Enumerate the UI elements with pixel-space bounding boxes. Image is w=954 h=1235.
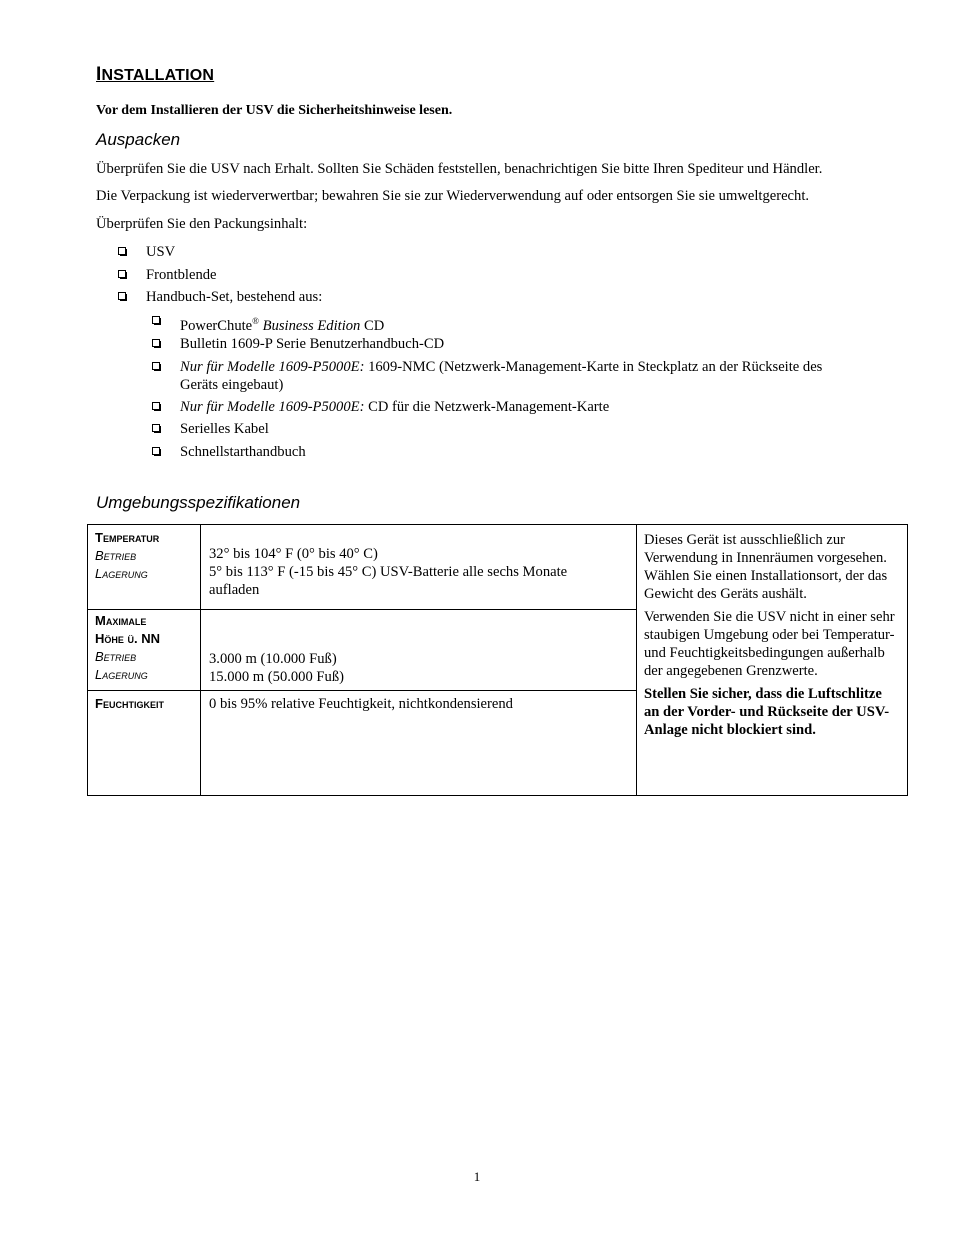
altitude-value-cell: 3.000 m (10.000 Fuß) 15.000 m (50.000 Fuß) <box>200 609 637 691</box>
list-item: Schnellstarthandbuch <box>180 443 822 466</box>
unpack-paragraph-3: Überprüfen Sie den Packungsinhalt: <box>96 216 308 232</box>
package-contents-list <box>146 243 322 311</box>
note-paragraph-3: Stellen Sie sicher, dass die Luftschlitze an der Vorder- und Rückseite der USV-Anlage nicht blockiert sind. <box>644 686 890 738</box>
list-item: Frontblende <box>146 266 322 289</box>
humidity-value-cell: 0 bis 95% relative Feuchtigkeit, nichtkondensierend <box>200 690 637 796</box>
temperature-label-cell: Temperatur Betrieb Lagerung <box>87 524 201 610</box>
checkbox-bullet-icon <box>152 362 160 370</box>
altitude-label-cell: Maximale Höhe ü. NN Betrieb Lagerung <box>87 609 201 691</box>
checkbox-bullet-icon <box>118 247 126 255</box>
checkbox-bullet-icon <box>152 316 160 324</box>
usage-note-cell <box>636 524 908 796</box>
page-number: 1 <box>473 1169 481 1184</box>
safety-lead-text: Vor dem Installieren der USV die Sicherheitshinweise lesen. <box>96 103 453 118</box>
environment-heading: Umgebungsspezifikationen <box>96 493 301 512</box>
note-paragraph-2: Verwenden Sie die USV nicht in einer sehr staubigen Umgebung oder bei Temperatur- und Feuchtigkeitsbedingungen außerhalb der angegebenen Grenzwerte. <box>644 609 895 679</box>
list-item: Nur für Modelle 1609-P5000E: CD für die Netzwerk-Management-Karte <box>180 398 822 421</box>
unpack-paragraph-1: Überprüfen Sie die USV nach Erhalt. Sollten Sie Schäden feststellen, benachrichtigen Sie bitte Ihren Spediteur und Händler. <box>96 161 823 177</box>
humidity-label-cell: Feuchtigkeit <box>87 690 201 796</box>
checkbox-bullet-icon <box>152 339 160 347</box>
checkbox-bullet-icon <box>152 424 160 432</box>
list-item: Nur für Modelle 1609-P5000E: 1609-NMC (Netzwerk-Management-Karte in Steckplatz an der Rückseite des Geräts eingebaut) <box>180 358 822 398</box>
list-item: USV <box>146 243 322 266</box>
checkbox-bullet-icon <box>118 292 126 300</box>
unpack-heading: Auspacken <box>96 130 181 149</box>
checkbox-bullet-icon <box>152 447 160 455</box>
environment-spec-table <box>87 524 908 796</box>
checkbox-bullet-icon <box>152 402 160 410</box>
list-item: PowerChute® Business Edition CD <box>180 312 822 335</box>
list-item: Bulletin 1609-P Serie Benutzerhandbuch-CD <box>180 335 822 358</box>
checkbox-bullet-icon <box>118 270 126 278</box>
temperature-value-cell: 32° bis 104° F (0° bis 40° C) 5° bis 113° F (-15 bis 45° C) USV-Batterie alle sechs Monate aufladen <box>200 524 637 610</box>
heading-rest: NSTALLATION <box>101 67 215 84</box>
manual-set-sublist <box>180 312 822 465</box>
note-paragraph-1: Dieses Gerät ist ausschließlich zur Verwendung in Innenräumen vorgesehen. Wählen Sie einen Installationsort, der das Gewicht des Geräts aushält. <box>644 532 888 602</box>
heading-initial: I <box>96 64 102 85</box>
list-item: Handbuch-Set, bestehend aus: <box>146 288 322 311</box>
section-heading <box>96 64 214 86</box>
unpack-paragraph-2: Die Verpackung ist wiederverwertbar; bewahren Sie sie zur Wiederverwendung auf oder entsorgen Sie sie umweltgerecht. <box>96 188 810 204</box>
list-item: Serielles Kabel <box>180 420 822 443</box>
